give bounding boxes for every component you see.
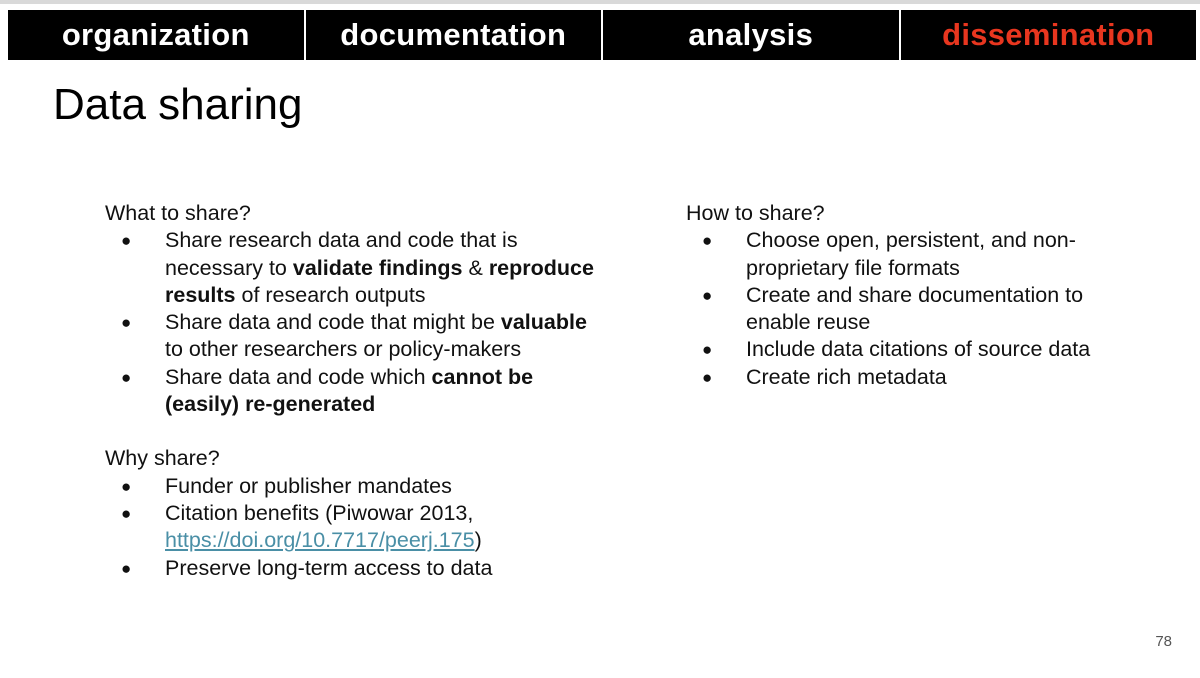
section-nav-bar [8, 10, 1196, 60]
bullet-icon: ● [121, 367, 132, 387]
list-item: ● Share data and code which cannot be (easily) re-generated [121, 364, 534, 417]
tab-analysis[interactable]: analysis [603, 10, 901, 60]
how-to-share-heading: How to share? [686, 201, 825, 225]
what-to-share-heading: What to share? [105, 201, 251, 225]
list-item: ● Create and share documentation to enable reuse [702, 282, 1084, 335]
tab-dissemination[interactable]: dissemination [942, 17, 1155, 52]
tab-documentation[interactable]: documentation [306, 10, 604, 60]
list-item: ● Create rich metadata [686, 364, 1146, 391]
list-item: ● Choose open, persistent, and non-proprietary file formats [702, 228, 1076, 280]
left-column [105, 200, 605, 582]
how-to-share-list [686, 227, 1146, 391]
why-share-list [105, 473, 605, 582]
bullet-icon: ● [121, 503, 132, 523]
bullet-icon: ● [121, 558, 132, 578]
why-share-heading: Why share? [105, 446, 220, 471]
tab-organization[interactable]: organization [8, 10, 306, 60]
list-item: ● Funder or publisher mandates [105, 473, 605, 500]
bullet-icon: ● [702, 340, 713, 360]
right-column [686, 200, 1146, 391]
page-number: 78 [1155, 633, 1172, 650]
bullet-icon: ● [121, 476, 132, 496]
what-to-share-list [105, 227, 605, 418]
bullet-icon: ● [702, 367, 713, 387]
list-item: ● Share data and code that might be valuable to other researchers or policy-makers [121, 310, 587, 362]
doi-link[interactable]: https://doi.org/10.7717/peerj.175 [165, 528, 475, 553]
bullet-icon: ● [121, 313, 132, 333]
list-item: ● Include data citations of source data [686, 336, 1146, 363]
list-item: ● Citation benefits (Piwowar 2013, https://doi.org/10.7717/peerj.175) [121, 500, 482, 553]
page-title: Data sharing [53, 80, 303, 129]
bullet-icon: ● [702, 231, 713, 251]
bullet-icon: ● [702, 285, 713, 305]
list-item: ● Share research data and code that is necessary to validate findings & reproduce results of research outputs [121, 228, 594, 307]
bullet-icon: ● [121, 231, 132, 251]
top-rule [0, 0, 1200, 4]
list-item: ● Preserve long-term access to data [105, 555, 605, 582]
section-spacer [105, 418, 605, 445]
